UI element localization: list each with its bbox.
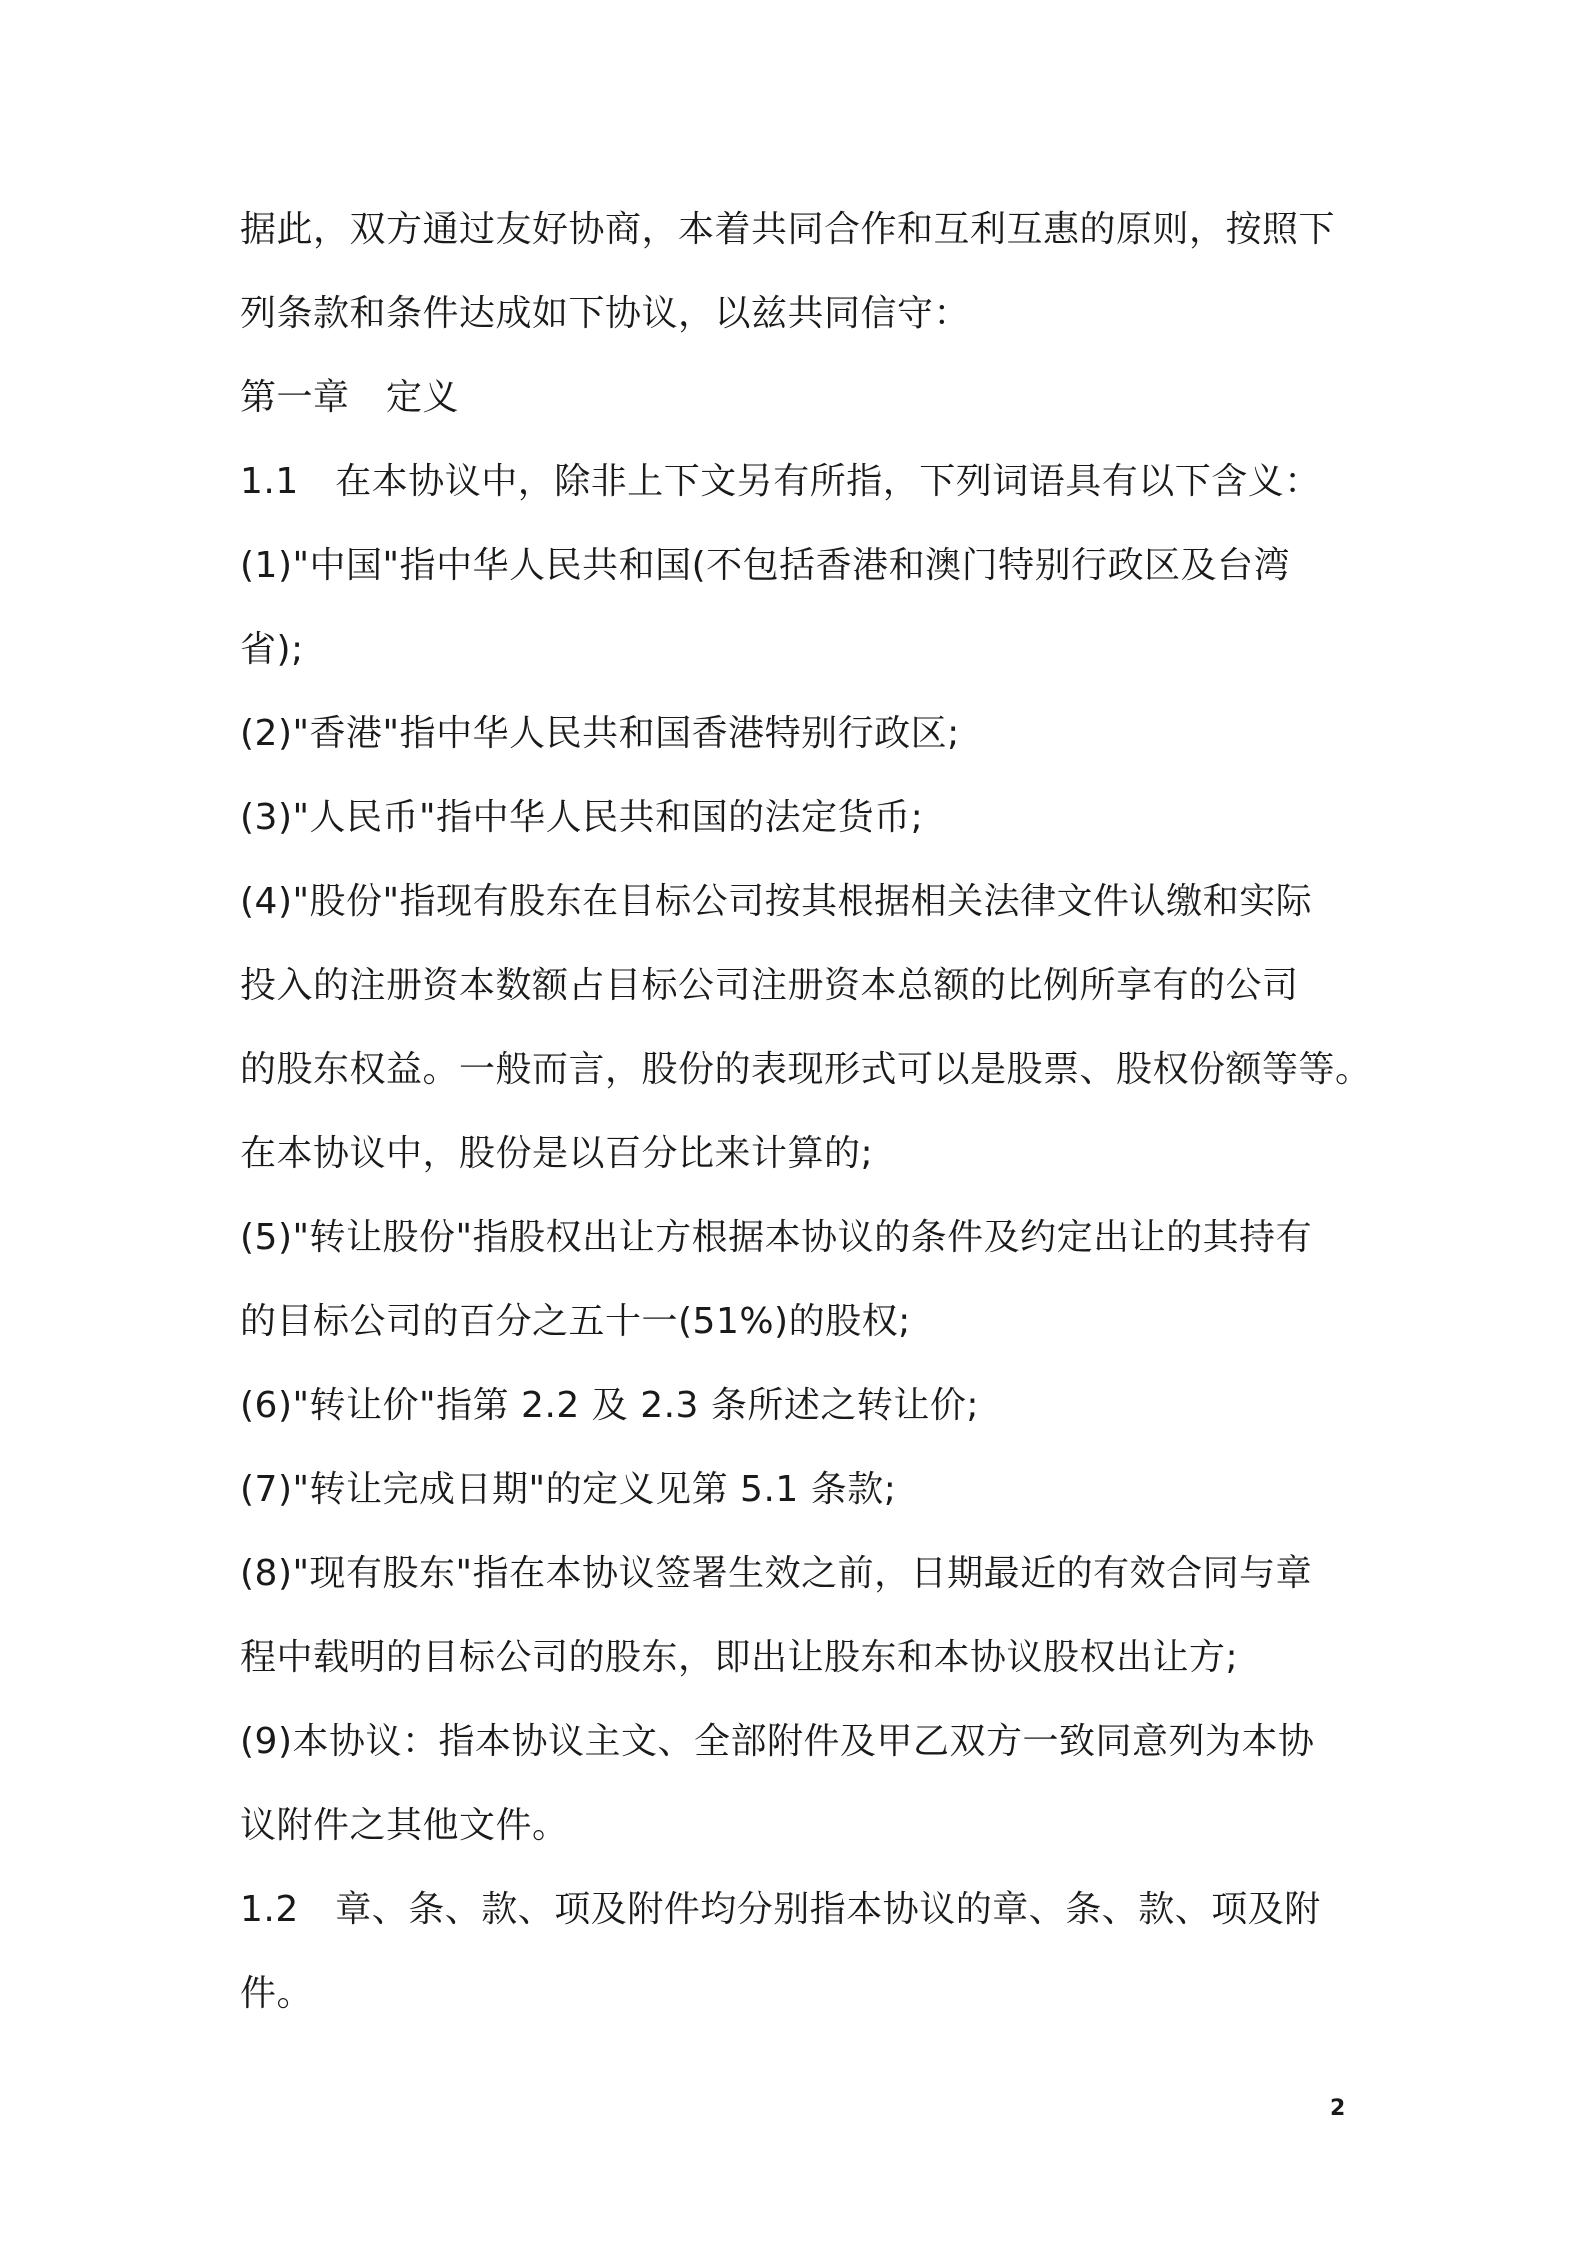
text-line: 的目标公司的百分之五十一(51%)的股权;: [240, 1301, 911, 1342]
text-line: (6)"转让价"指第 2.2 及 2.3 条所述之转让价;: [240, 1385, 980, 1426]
clause-1-2: 1.2 章、条、款、项及附件均分别指本协议的章、条、款、项及附: [240, 1889, 1321, 1930]
text-line: (8)"现有股东"指在本协议签署生效之前，日期最近的有效合同与章: [240, 1553, 1313, 1594]
text-line: (1)"中国"指中华人民共和国(不包括香港和澳门特别行政区及台湾: [240, 545, 1291, 586]
chapter-heading: 第一章 定义: [240, 377, 460, 418]
text-line: (2)"香港"指中华人民共和国香港特别行政区;: [240, 713, 960, 754]
text-line: 程中载明的目标公司的股东，即出让股东和本协议股权出让方;: [240, 1637, 1239, 1678]
text-line: (9)本协议：指本协议主文、全部附件及甲乙双方一致同意列为本协: [240, 1721, 1315, 1762]
text-line: 议附件之其他文件。: [240, 1805, 569, 1846]
text-line: (7)"转让完成日期"的定义见第 5.1 条款;: [240, 1469, 897, 1510]
page-number: 2: [1330, 2096, 1346, 2121]
text-line: 列条款和条件达成如下协议，以兹共同信守：: [240, 293, 971, 334]
text-line: (4)"股份"指现有股东在目标公司按其根据相关法律文件认缴和实际: [240, 881, 1313, 922]
text-line: 投入的注册资本数额占目标公司注册资本总额的比例所享有的公司: [240, 965, 1299, 1006]
clause-1-1: 1.1 在本协议中，除非上下文另有所指，下列词语具有以下含义：: [240, 461, 1321, 502]
text-line: 省);: [240, 629, 304, 670]
text-line: (5)"转让股份"指股权出让方根据本协议的条件及约定出让的其持有: [240, 1217, 1313, 1258]
text-line: 的股东权益。一般而言，股份的表现形式可以是股票、股权份额等等。: [240, 1049, 1372, 1090]
text-line: (3)"人民币"指中华人民共和国的法定货币;: [240, 797, 924, 838]
text-line: 据此，双方通过友好协商，本着共同合作和互利互惠的原则，按照下: [240, 209, 1336, 250]
text-line: 在本协议中，股份是以百分比来计算的;: [240, 1133, 874, 1174]
text-line: 件。: [240, 1973, 314, 2014]
